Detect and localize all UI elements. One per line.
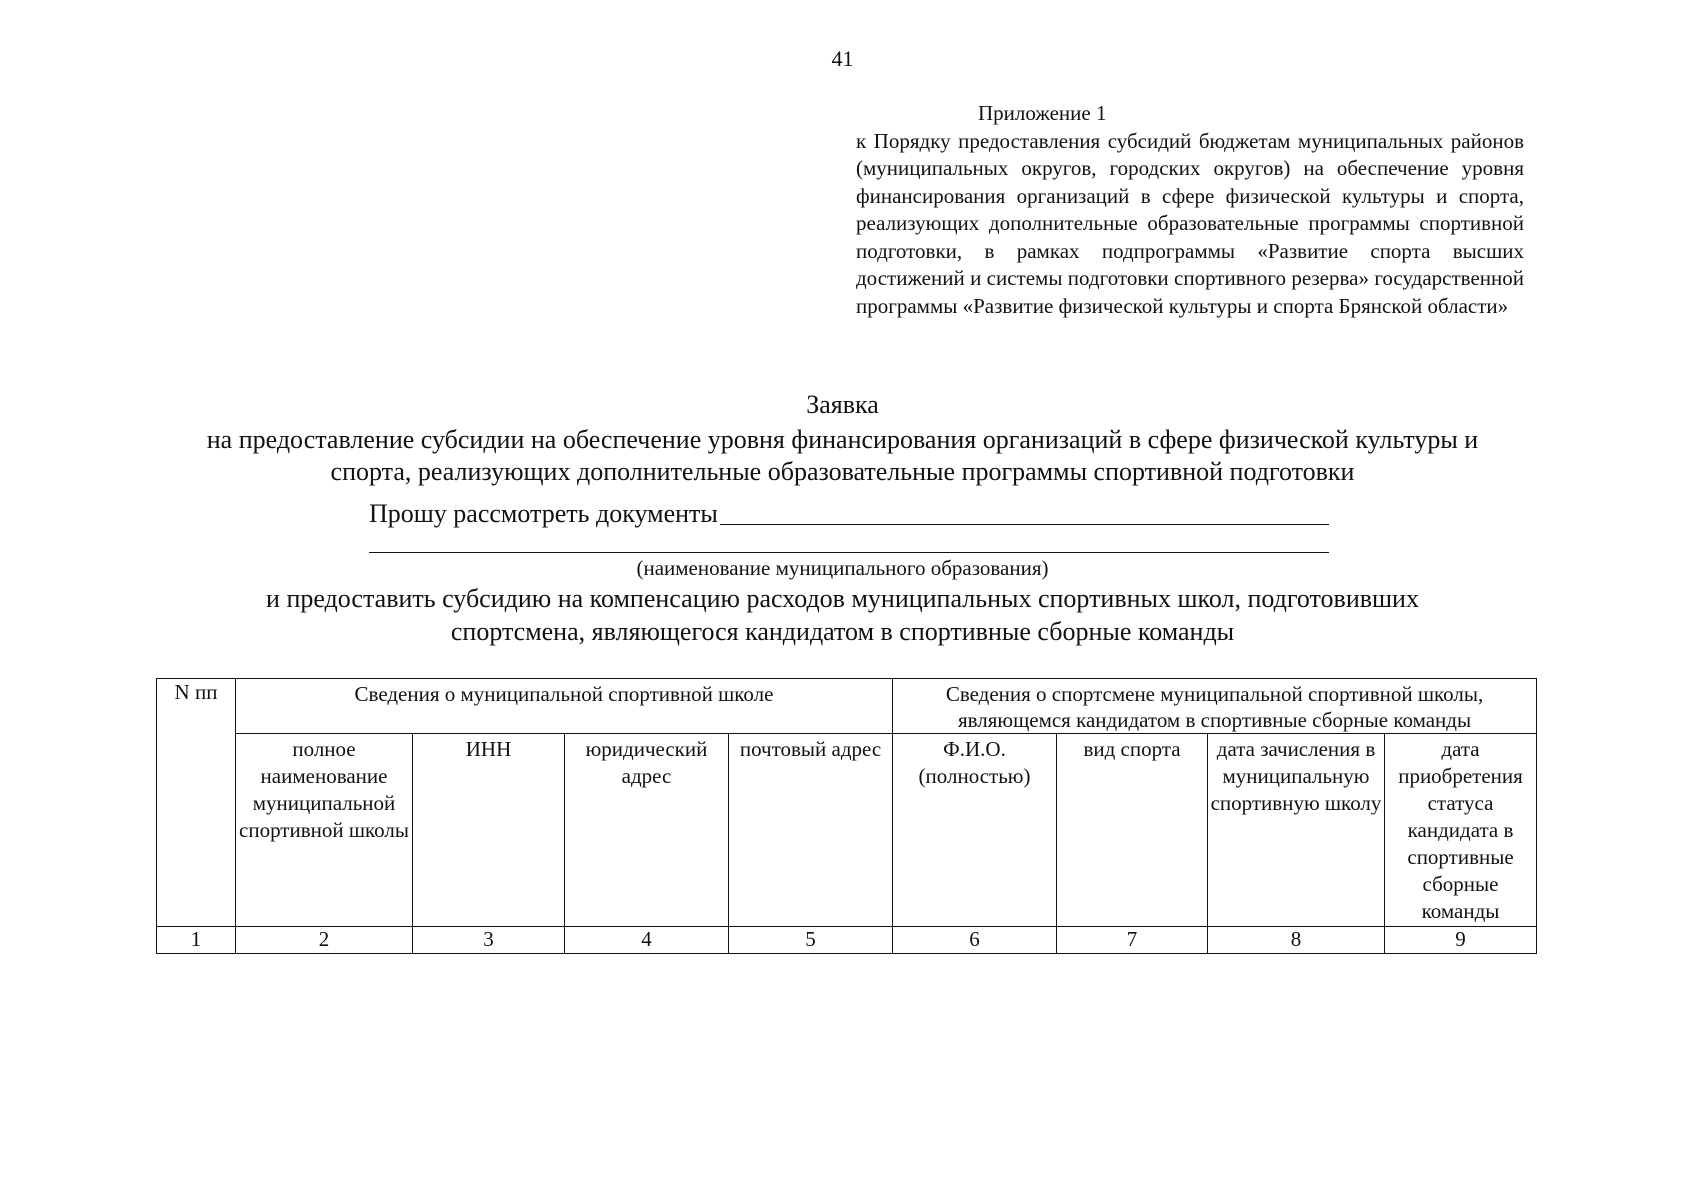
municipality-fill-line-2 — [369, 552, 1329, 553]
appendix-title: Приложение 1 — [978, 101, 1107, 125]
body-line-1: и предоставить субсидию на компенсацию расходов муниципальных спортивных школ, подготовивших — [266, 584, 1419, 613]
header-legal-address: юридический адрес — [565, 734, 729, 927]
request-line — [369, 498, 1329, 529]
subtitle-line-1: на предоставление субсидии на обеспечение уровня финансирования организаций в сфере физической культуры и — [206, 425, 1479, 454]
request-body — [0, 582, 1685, 648]
table-number-row — [157, 927, 1537, 954]
body-line-2: спортсмена, являющегося кандидатом в спортивные сборные команды — [450, 617, 1235, 646]
application-table — [156, 678, 1537, 954]
column-number: 1 — [157, 927, 236, 954]
column-number: 9 — [1385, 927, 1537, 954]
subtitle-line-2: спорта, реализующих дополнительные образовательные программы спортивной подготовки — [330, 457, 1355, 486]
header-enrollment-date: дата зачисления в муниципальную спортивную школу — [1208, 734, 1385, 927]
header-sport: вид спорта — [1057, 734, 1208, 927]
column-number: 3 — [413, 927, 565, 954]
page-number: 41 — [831, 46, 854, 71]
municipality-hint: (наименование муниципального образования) — [636, 556, 1049, 580]
header-group-school: Сведения о муниципальной спортивной школе — [236, 679, 893, 734]
header-n-pp: N пп — [157, 679, 236, 927]
table-header-row-2 — [157, 734, 1537, 927]
column-number: 7 — [1057, 927, 1208, 954]
table-header-row-1 — [157, 679, 1537, 734]
header-full-name: Ф.И.О. (полностью) — [893, 734, 1057, 927]
header-group-athlete: Сведения о спортсмене муниципальной спортивной школы, являющемся кандидатом в спортивные сборные команды — [893, 679, 1537, 734]
column-number: 6 — [893, 927, 1057, 954]
request-prefix: Прошу рассмотреть документы — [369, 499, 718, 528]
document-title: Заявка — [806, 390, 879, 419]
column-number: 5 — [729, 927, 893, 954]
appendix-text: к Порядку предоставления субсидий бюджетам муниципальных районов (муниципальных округов, городских округов) на обеспечение уровня финансирования организаций в сфере физической культуры и спорта, реализующих дополнительные образовательные программы спортивной подготовки, в рамках подпрограммы «Развитие спорта высших достижений и системы подготовки спортивного резерва» государственной программы «Развитие физической культуры и спорта Брянской области» — [856, 128, 1524, 318]
appendix-block — [856, 100, 1524, 320]
header-candidate-status-date: дата приобретения статуса кандидата в спортивные сборные команды — [1385, 734, 1537, 927]
column-number: 4 — [565, 927, 729, 954]
municipality-fill-line — [720, 498, 1329, 525]
header-school-full-name: полное наименование муниципальной спортивной школы — [236, 734, 413, 927]
column-number: 2 — [236, 927, 413, 954]
header-postal-address: почтовый адрес — [729, 734, 893, 927]
document-subtitle — [0, 424, 1685, 488]
column-number: 8 — [1208, 927, 1385, 954]
header-inn: ИНН — [413, 734, 565, 927]
